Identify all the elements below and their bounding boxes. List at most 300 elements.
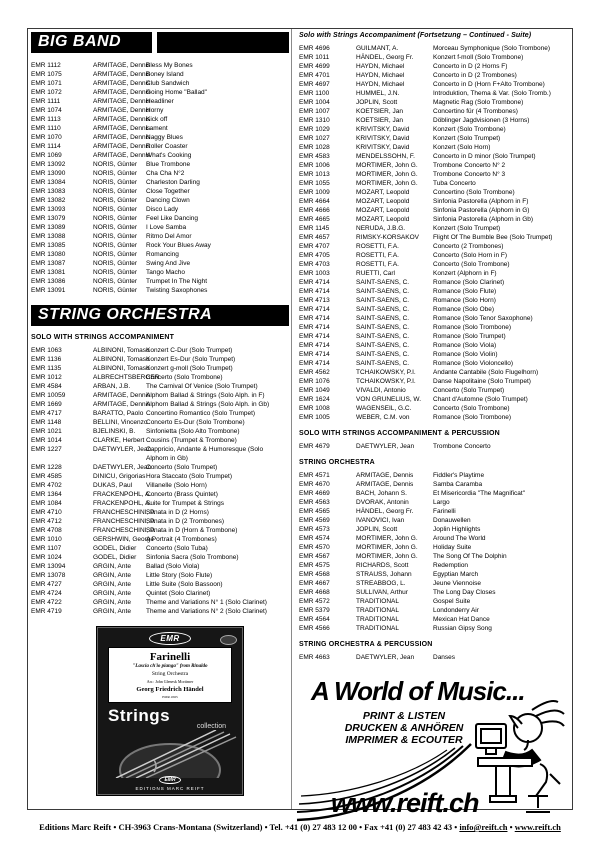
cell-code: EMR 1669: [31, 401, 62, 408]
cell-composer: SAINT-SAENS, C.: [356, 306, 410, 313]
cell-composer: SAINT-SAENS, C.: [356, 324, 410, 331]
catalog-row: [31, 286, 289, 295]
catalog-row: [31, 160, 289, 169]
cell-title: Rock Your Blues Away: [146, 242, 211, 249]
cell-title: Konzert f-moll (Solo Trombone): [433, 54, 524, 61]
cell-code: EMR 4666: [299, 207, 330, 214]
catalog-row: [31, 544, 289, 553]
cell-code: EMR 4571: [299, 472, 330, 479]
ad-tagline-de: DRUCKEN & ANHÖREN: [344, 722, 464, 734]
cell-title: Konzert (Solo Trombone): [433, 126, 506, 133]
cell-title: Hora Staccato (Solo Trumpet): [146, 473, 232, 480]
cell-code: EMR 4707: [299, 243, 330, 250]
cell-title: Naggy Blues: [146, 134, 183, 141]
cell-title: Redemption: [433, 562, 469, 569]
cell-composer: MENDELSSOHN, F.: [356, 153, 415, 160]
cell-code: EMR 13080: [31, 251, 66, 258]
catalog-row: [299, 179, 568, 188]
cell-title: Swing And Jive: [146, 260, 191, 267]
cell-code: EMR 4712: [31, 518, 62, 525]
catalog-row: [31, 355, 289, 364]
cell-composer: TRADITIONAL: [356, 607, 399, 614]
cover-composer: Georg Friedrich Händel: [136, 686, 204, 693]
cell-composer: GERSHWIN, George: [93, 536, 155, 543]
cell-title: What's Cooking: [146, 152, 192, 159]
cell-composer: ROSETTI, F.A.: [356, 252, 399, 259]
catalog-row: [31, 196, 289, 205]
cell-composer: RIMSKY-KORSAKOV: [356, 234, 419, 241]
cell-code: EMR 4714: [299, 306, 330, 313]
cell-code: EMR 1110: [31, 125, 61, 132]
cell-composer: NORIS, Günter: [93, 170, 138, 177]
catalog-row: [31, 436, 289, 445]
catalog-row: [31, 268, 289, 277]
cell-title: Concerto (Solo Trombone): [433, 405, 510, 412]
cell-title: Magnetic Rag (Solo Trombone): [433, 99, 524, 106]
cell-code: EMR 4668: [299, 589, 330, 596]
cell-title: Konzert Es-Dur (Solo Trumpet): [146, 356, 236, 363]
content-frame: [27, 28, 573, 818]
cell-composer: TCHAIKOWSKY, P.I.: [356, 369, 416, 376]
cell-composer: NORIS, Günter: [93, 188, 138, 195]
catalog-row: [299, 350, 568, 359]
cell-title: Little Story (Solo Flute): [146, 572, 213, 579]
catalog-row: [31, 259, 289, 268]
catalog-row: [299, 305, 568, 314]
cell-composer: ARMITAGE, Dennis: [356, 481, 414, 488]
cell-code: EMR 1028: [299, 144, 330, 151]
cell-composer: NORIS, Günter: [93, 278, 138, 285]
cell-code: EMR 4714: [299, 288, 330, 295]
cell-composer: TCHAIKOWSKY, P.I.: [356, 378, 416, 385]
cell-title: Around The World: [433, 535, 486, 542]
footer-website-link[interactable]: www.reift.ch: [514, 822, 561, 832]
cell-code: EMR 13092: [31, 161, 66, 168]
catalog-row: [299, 53, 568, 62]
column-divider: [291, 29, 292, 809]
string-orchestra-subhead: STRING ORCHESTRA: [299, 459, 375, 466]
cover-series-title: Strings: [108, 706, 171, 725]
cell-code: EMR 4724: [31, 590, 62, 597]
cell-code: EMR 1111: [31, 98, 61, 105]
cell-title: Russian Gipsy Song: [433, 625, 492, 632]
cover-series-subtitle: collection: [196, 723, 226, 730]
catalog-row: [299, 386, 568, 395]
farinelli-cover-ad: [97, 627, 243, 795]
cell-code: EMR 1071: [31, 80, 62, 87]
catalog-row: [299, 471, 568, 480]
cell-title: Romance (Solo Clarinet): [433, 279, 505, 286]
cell-code: EMR 13093: [31, 206, 66, 213]
cell-code: EMR 1114: [31, 143, 61, 150]
cell-composer: FRANCHESCHINI, P.: [93, 509, 156, 516]
cell-code: EMR 13090: [31, 170, 66, 177]
cell-composer: NERUDA, J.B.G.: [356, 225, 406, 232]
footer-text: Editions Marc Reift • CH-3963 Crans-Montana (Switzerland) • Tel. +41 (0) 27 483 12 00 • Fax +41 (0) 27 483 42 43 •: [39, 822, 460, 832]
cell-title: Romancing: [146, 251, 179, 258]
catalog-row: [31, 526, 289, 535]
cell-code: EMR 1072: [31, 89, 62, 96]
cell-title: Dancing Clown: [146, 197, 190, 204]
catalog-row: [299, 233, 568, 242]
cell-title: Feel Like Dancing: [146, 215, 199, 222]
catalog-row: [299, 552, 568, 561]
cell-composer: GRGIN, Ante: [93, 572, 131, 579]
cell-composer: GRGIN, Ante: [93, 581, 131, 588]
cell-title: Trumpet In The Night: [146, 278, 208, 285]
catalog-row: [299, 125, 568, 134]
cell-title: Fiddler's Playtime: [433, 472, 485, 479]
cell-title: Lament: [146, 125, 168, 132]
catalog-row: [299, 224, 568, 233]
catalog-row: [31, 142, 289, 151]
cell-title: Donauwellen: [433, 517, 471, 524]
catalog-row: [31, 223, 289, 232]
cell-code: EMR 4708: [31, 527, 62, 534]
cell-title: Theme and Variations N° 1 (Solo Clarinet): [146, 599, 267, 606]
cell-code: EMR 4657: [299, 234, 330, 241]
cell-title: Londonderry Air: [433, 607, 479, 614]
cell-composer: MOZART, Leopold: [356, 198, 410, 205]
cell-composer: GRGIN, Ante: [93, 590, 131, 597]
cell-composer: BACH, Johann S.: [356, 490, 407, 497]
catalog-row: [31, 346, 289, 355]
right-column: [299, 31, 568, 834]
cover-code: EMR 4565: [162, 695, 178, 699]
cell-composer: SAINT-SAENS, C.: [356, 297, 410, 304]
cell-title: Twisting Saxophones: [146, 287, 208, 294]
bigband-title-bar: [31, 32, 152, 53]
cell-title: Konzert (Alphorn in F): [433, 270, 497, 277]
cell-code: EMR 4679: [299, 443, 330, 450]
cell-composer: GRGIN, Ante: [93, 608, 131, 615]
cell-title: Charleston Darling: [146, 179, 200, 186]
cell-code: EMR 4714: [299, 351, 330, 358]
cell-code: EMR 4699: [299, 63, 330, 70]
catalog-row: [299, 44, 568, 53]
cell-title: Concerto Es-Dur (Solo Trombone): [146, 419, 245, 426]
cover-ensemble: String Orchestra: [151, 671, 189, 677]
cell-composer: NORIS, Günter: [93, 233, 138, 240]
catalog-row: [299, 314, 568, 323]
cover-badge-icon: [220, 635, 237, 645]
cell-composer: DAETWYLER, Jean: [93, 464, 152, 471]
ad-website-link[interactable]: www.reift.ch: [331, 788, 479, 818]
cell-title: Cappricio, Andante & Humoresque (Solo Alphorn in Gb): [146, 446, 264, 462]
cell-composer: WEBER, C.M. von: [356, 414, 410, 421]
catalog-row: [299, 143, 568, 152]
cell-composer: JOPLIN, Scott: [356, 99, 398, 106]
catalog-row: [31, 241, 289, 250]
catalog-row: [31, 373, 289, 382]
catalog-row: [31, 535, 289, 544]
cell-title: Flight Of The Bumble Bee (Solo Trumpet): [433, 234, 553, 241]
bigband-title: BIG BAND: [38, 33, 122, 50]
catalog-row: [31, 490, 289, 499]
cell-title: Concerto (Solo Trombone): [146, 374, 223, 381]
cell-code: EMR 1049: [299, 387, 330, 394]
cell-composer: NORIS, Günter: [93, 224, 138, 231]
catalog-row: [31, 277, 289, 286]
cell-code: EMR 4568: [299, 571, 330, 578]
cell-composer: HÄNDEL, Georg Fr.: [356, 54, 414, 61]
cell-code: EMR 4717: [31, 410, 62, 417]
cell-code: EMR 1135: [31, 365, 62, 372]
cell-composer: NORIS, Günter: [93, 206, 138, 213]
cell-composer: GRGIN, Ante: [93, 599, 131, 606]
cell-code: EMR 1227: [31, 446, 62, 453]
string-orchestra-rows: [299, 471, 568, 633]
cell-composer: VIVALDI, Antonio: [356, 387, 406, 394]
catalog-row: [299, 62, 568, 71]
cell-title: Villanelle (Solo Horn): [146, 482, 207, 489]
cell-code: EMR 1070: [31, 134, 62, 141]
cell-title: A Portrait (4 Trombones): [146, 536, 217, 543]
cell-code: EMR 13082: [31, 197, 66, 204]
catalog-row: [31, 115, 289, 124]
cell-composer: NORIS, Günter: [93, 161, 138, 168]
cell-code: EMR 13085: [31, 242, 66, 249]
cell-code: EMR 1021: [31, 428, 62, 435]
catalog-row: [299, 404, 568, 413]
catalog-row: [299, 377, 568, 386]
solo-percussion-subhead: SOLO WITH STRINGS ACCOMPANIMENT & PERCUSSION: [299, 430, 500, 437]
cell-title: Romance (Solo Violin): [433, 351, 498, 358]
cell-code: EMR 1004: [299, 99, 330, 106]
cell-code: EMR 4563: [299, 499, 330, 506]
cell-composer: TRADITIONAL: [356, 616, 399, 623]
catalog-row: [299, 516, 568, 525]
catalog-row: [299, 579, 568, 588]
cell-title: Trombone Concerto N° 2: [433, 162, 506, 169]
catalog-row: [299, 296, 568, 305]
cell-title: Romance (Solo Flute): [433, 288, 497, 295]
cell-composer: NORIS, Günter: [93, 215, 138, 222]
cell-title: Holiday Suite: [433, 544, 472, 551]
cell-code: EMR 1008: [299, 405, 330, 412]
cell-code: EMR 1228: [31, 464, 62, 471]
cell-composer: ARMITAGE, Dennis: [93, 134, 151, 141]
catalog-row: [299, 269, 568, 278]
cell-title: Sinfonietta (Solo Alto Trombone): [146, 428, 240, 435]
cell-composer: SAINT-SAENS, C.: [356, 360, 410, 367]
cell-composer: ARMITAGE, Dennis: [93, 62, 151, 69]
cell-code: EMR 1027: [299, 135, 330, 142]
cell-composer: ARBAN, J.B.: [93, 383, 131, 390]
cell-composer: MOZART, Leopold: [356, 189, 410, 196]
continued-section-title: Solo with Strings Accompaniment (Fortsetzung – Continued - Suite): [299, 32, 532, 39]
catalog-row: [299, 206, 568, 215]
cell-composer: DAETWYLER, Jean: [356, 654, 415, 661]
cell-code: EMR 4572: [299, 598, 330, 605]
catalog-row: [31, 400, 289, 409]
catalog-row: [299, 107, 568, 116]
cell-title: Andante Cantabile (Solo Flugelhorn): [433, 369, 539, 376]
cell-composer: GODEL, Didier: [93, 554, 137, 561]
catalog-row: [299, 368, 568, 377]
cell-code: EMR 13091: [31, 287, 66, 294]
cell-title: Concerto (Solo Tuba): [146, 545, 208, 552]
cell-composer: ARMITAGE, Dennis: [93, 89, 151, 96]
cell-title: Theme and Variations N° 2 (Solo Clarinet): [146, 608, 267, 615]
cell-title: Trombone Concerto N° 3: [433, 171, 506, 178]
cell-title: Konzert g-moll (Solo Trumpet): [146, 365, 233, 372]
cell-composer: RUETTI, Carl: [356, 270, 395, 277]
solo-strings-rows: [31, 346, 289, 616]
cell-title: Going Home "Ballad": [146, 89, 207, 96]
cell-composer: WAGENSEIL, G.C.: [356, 405, 412, 412]
cell-title: Egyptian March: [433, 571, 479, 578]
cell-composer: DAETWYLER, Jean: [93, 446, 152, 453]
cell-composer: GUILMANT, A.: [356, 45, 399, 52]
cell-composer: RICHARDS, Scott: [356, 562, 409, 569]
catalog-row: [299, 359, 568, 368]
catalog-row: [31, 250, 289, 259]
cover-footer: [98, 768, 242, 791]
cell-title: Farinelli: [433, 508, 456, 515]
cell-composer: KOETSIER, Jan: [356, 117, 403, 124]
cell-title: Kick off: [146, 116, 168, 123]
cell-code: EMR 1148: [31, 419, 62, 426]
catalog-row: [31, 517, 289, 526]
catalog-row: [31, 187, 289, 196]
catalog-row: [31, 88, 289, 97]
cell-code: EMR 13081: [31, 269, 66, 276]
cell-title: Döblinger Jagdvisionen (3 Horns): [433, 117, 530, 124]
catalog-row: [299, 278, 568, 287]
cell-title: Concerto in D (2 Horns F): [433, 63, 508, 70]
catalog-row: [299, 525, 568, 534]
footer-email-link[interactable]: info@reift.ch: [459, 822, 508, 832]
solo-percussion-rows: [299, 442, 568, 451]
cell-composer: ROSETTI, F.A.: [356, 261, 399, 268]
cell-title: Close Together: [146, 188, 190, 195]
cell-composer: VON GRUNELIUS, W.: [356, 396, 422, 403]
cell-composer: GRGIN, Ante: [93, 563, 131, 570]
cell-title: Danses: [433, 654, 456, 661]
catalog-row: [299, 480, 568, 489]
cell-code: EMR 1014: [31, 437, 62, 444]
cell-title: Romance (Solo Trombone): [433, 324, 512, 331]
cell-composer: FRANCHESCHINI, P.: [93, 527, 156, 534]
cell-composer: HAYDN, Michael: [356, 81, 405, 88]
cell-code: EMR 4575: [299, 562, 330, 569]
catalog-row: [31, 97, 289, 106]
catalog-row: [31, 598, 289, 607]
cell-title: Cousins (Trumpet & Trombone): [146, 437, 237, 444]
cell-title: Danse Napolitaine (Solo Trumpet): [433, 378, 531, 385]
catalog-row: [299, 251, 568, 260]
cell-title: Alphorn Ballad & Strings (Solo Alph. in F): [146, 392, 265, 399]
cell-code: EMR 13083: [31, 188, 66, 195]
cell-composer: KRIVITSKY, David: [356, 135, 410, 142]
cell-composer: BJELINSKI, B.: [93, 428, 136, 435]
catalog-row: [31, 571, 289, 580]
cell-code: EMR 4703: [299, 261, 330, 268]
cell-code: EMR 4565: [299, 508, 330, 515]
cell-code: EMR 4705: [299, 252, 330, 259]
catalog-row: [299, 197, 568, 206]
cell-code: EMR 13086: [31, 278, 66, 285]
cell-title: Disco Lady: [146, 206, 179, 213]
cell-code: EMR 1624: [299, 396, 330, 403]
catalog-row: [31, 508, 289, 517]
cell-title: Konzert (Solo Trumpet): [433, 225, 501, 232]
cell-composer: ARMITAGE, Dennis: [356, 472, 414, 479]
cell-code: EMR 4585: [31, 473, 62, 480]
cell-code: EMR 1012: [31, 374, 62, 381]
cell-composer: ARMITAGE, Dennis: [93, 125, 151, 132]
cell-code: EMR 1069: [31, 152, 62, 159]
cell-title: Concerto (Solo Horn in F): [433, 252, 508, 259]
cell-title: Sonata in D (2 Trombones): [146, 518, 225, 525]
cell-composer: MOZART, Leopold: [356, 216, 410, 223]
cell-composer: MORTIMER, John G.: [356, 544, 418, 551]
cover-title-panel: [108, 647, 232, 703]
cell-code: EMR 10059: [31, 392, 66, 399]
cell-composer: MORTIMER, John G.: [356, 171, 418, 178]
cell-title: Alphorn Ballad & Strings (Solo Alph. in Gb): [146, 401, 270, 408]
cell-composer: ROSETTI, F.A.: [356, 243, 399, 250]
cell-title: Little Suite (Solo Bassoon): [146, 581, 223, 588]
cell-title: Romance (Solo Violoncello): [433, 360, 514, 367]
cell-title: Romance (Solo Viola): [433, 342, 497, 349]
catalog-row: [299, 152, 568, 161]
cell-composer: SAINT-SAENS, C.: [356, 333, 410, 340]
cell-title: Konzert (Solo Trumpet): [433, 135, 501, 142]
cell-title: Tango Macho: [146, 269, 186, 276]
catalog-row: [31, 70, 289, 79]
cell-title: Suite for Trumpet & Strings: [146, 500, 225, 507]
cell-composer: MORTIMER, John G.: [356, 535, 418, 542]
cell-composer: STREABBOG, L.: [356, 580, 406, 587]
cell-title: Ballad (Solo Viola): [146, 563, 200, 570]
catalog-row: [299, 561, 568, 570]
continued-rows: [299, 44, 568, 422]
cell-composer: SAINT-SAENS, C.: [356, 279, 410, 286]
catalog-row: [31, 481, 289, 490]
cell-code: EMR 1005: [299, 414, 330, 421]
cell-code: EMR 4727: [31, 581, 62, 588]
cell-code: EMR 4564: [299, 616, 330, 623]
cell-composer: ALBINONI, Tomaso: [93, 365, 150, 372]
cell-title: The Carnival Of Venice (Solo Trumpet): [146, 383, 258, 390]
cell-composer: ARMITAGE, Dennis: [93, 392, 151, 399]
cell-composer: NORIS, Günter: [93, 197, 138, 204]
bigband-header: [31, 32, 289, 53]
catalog-row: [299, 543, 568, 552]
cell-title: Introduktion, Thema & Var. (Solo Tromb.): [433, 90, 551, 97]
catalog-row: [299, 395, 568, 404]
cell-title: Samba Caramba: [433, 481, 483, 488]
cell-code: EMR 4719: [31, 608, 62, 615]
catalog-row: [31, 580, 289, 589]
cell-title: Chant d'Automne (Solo Trumpet): [433, 396, 528, 403]
cell-title: Concerto in D (Horn F+Alto Trombone): [433, 81, 545, 88]
cell-code: EMR 1006: [299, 162, 330, 169]
ad-tagline-en: PRINT & LISTEN: [362, 710, 446, 722]
cell-title: Concerto in D minor (Solo Trumpet): [433, 153, 536, 160]
catalog-row: [299, 80, 568, 89]
cell-code: EMR 1310: [299, 117, 330, 124]
cell-composer: NORIS, Günter: [93, 179, 138, 186]
cell-title: Sinfonia Pastorella (Alphorn in Gb): [433, 216, 534, 223]
cell-code: EMR 1003: [299, 270, 330, 277]
cell-composer: ALBINONI, Tomaso: [93, 356, 150, 363]
catalog-row: [299, 116, 568, 125]
catalog-row: [299, 341, 568, 350]
cell-composer: BARATTO, Paolo: [93, 410, 144, 417]
